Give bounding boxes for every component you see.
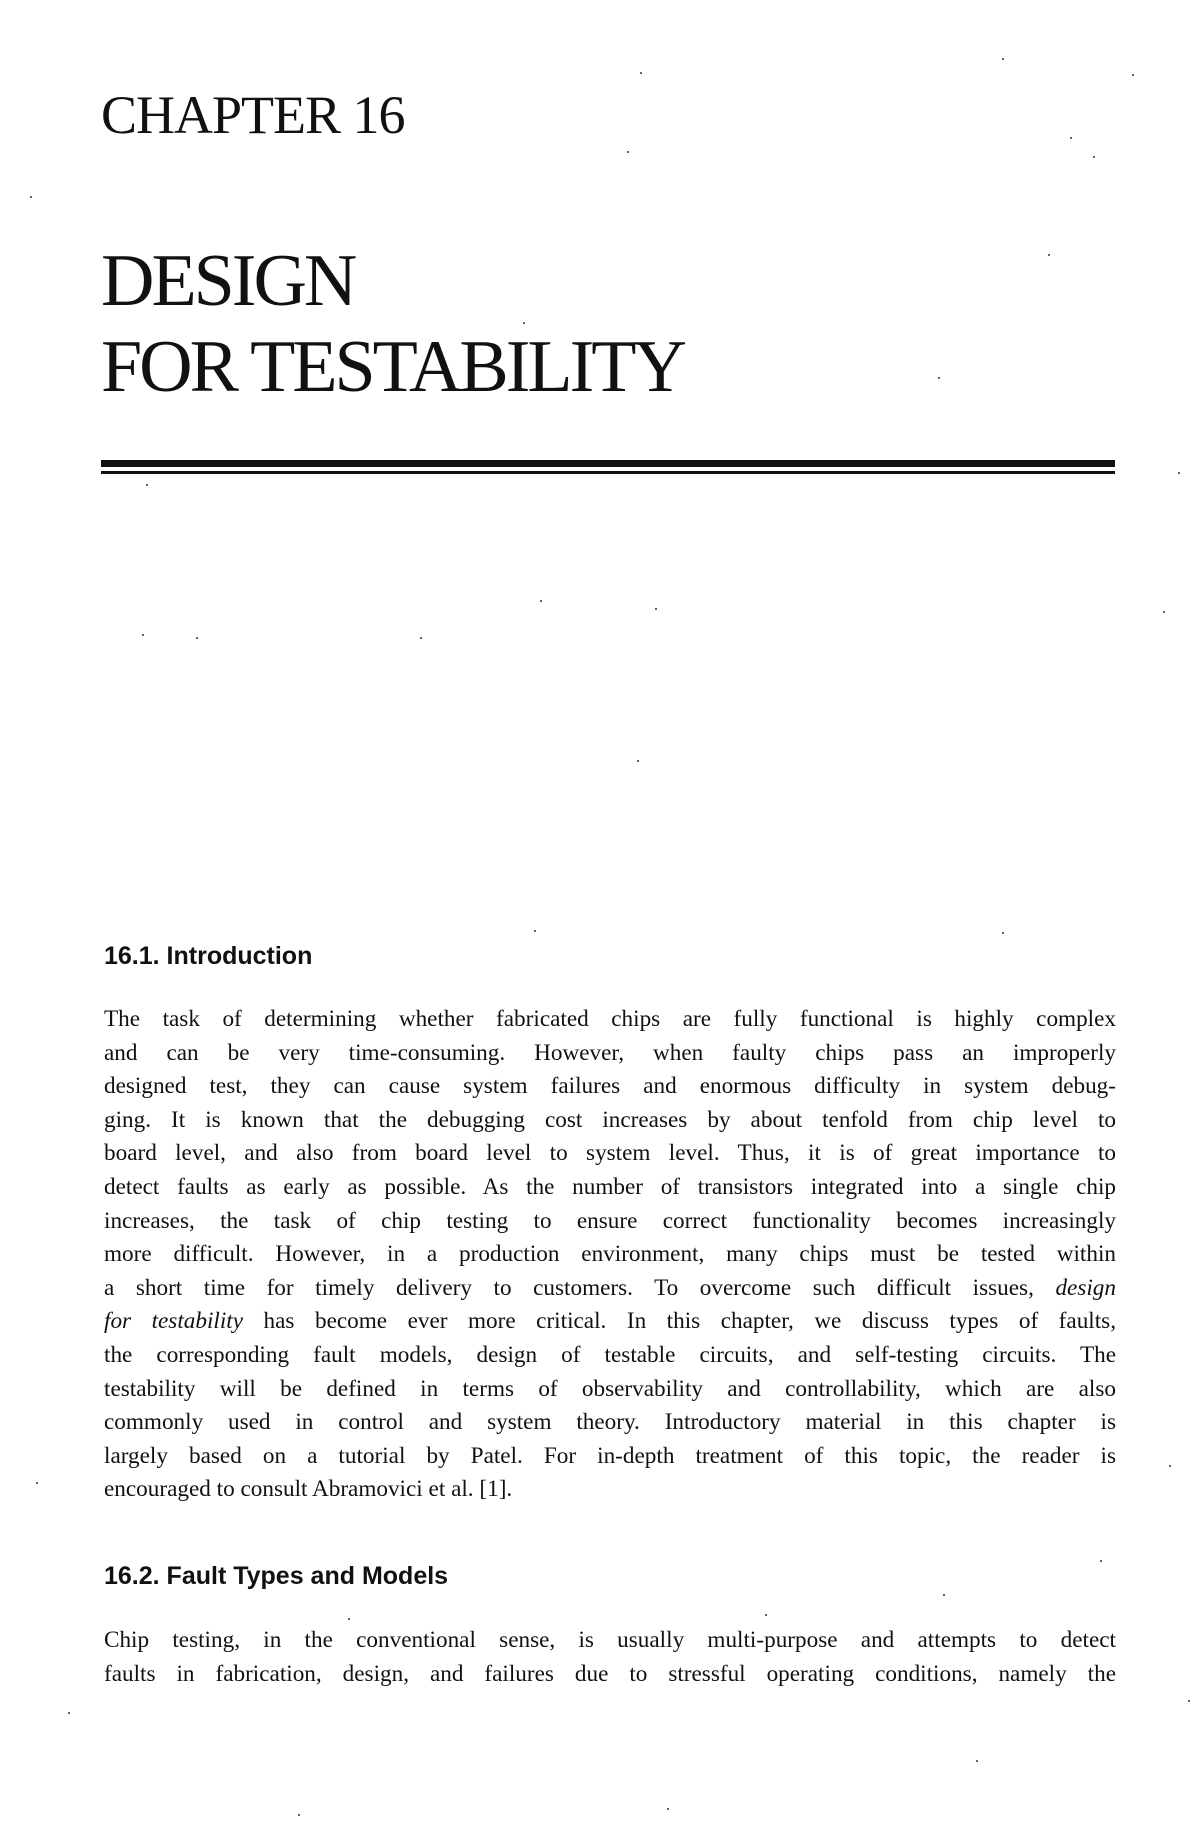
scan-speck (1070, 137, 1072, 139)
scan-speck (36, 1482, 38, 1484)
text-line: testability will be defined in terms of observability and controllability, which are also (104, 1375, 1116, 1402)
scan-speck (640, 72, 642, 74)
text-line: more difficult. However, in a production environment, many chips must be tested within (104, 1241, 1116, 1268)
emphasis-design: design (1055, 1274, 1116, 1301)
text-run: a short time for timely delivery to customers. To overcome such difficult issues, (104, 1274, 1056, 1301)
scan-speck (655, 608, 657, 610)
text-line: commonly used in control and system theory. Introductory material in this chapter is (104, 1409, 1116, 1436)
scan-speck (1048, 254, 1050, 256)
text-line (104, 1272, 1116, 1306)
scan-speck (523, 322, 525, 324)
scan-speck (534, 930, 536, 932)
scan-speck (765, 1614, 767, 1616)
fault-types-paragraph (104, 1624, 1116, 1691)
scan-speck (627, 151, 629, 153)
scan-speck (938, 377, 940, 379)
scan-speck (943, 1594, 945, 1596)
scan-speck (348, 1618, 350, 1620)
section-heading-introduction: 16.1. Introduction (104, 942, 313, 970)
scan-speck (196, 637, 198, 639)
scan-speck (1132, 74, 1134, 76)
text-line: faults in fabrication, design, and failures due to stressful operating conditions, namely the (104, 1660, 1116, 1687)
title-rule-thin (101, 471, 1115, 474)
scan-speck (1169, 1465, 1171, 1467)
text-line: The task of determining whether fabricated chips are fully functional is highly complex (104, 1006, 1116, 1032)
scan-speck (1178, 472, 1180, 474)
chapter-title-line-2: FOR TESTABILITY (101, 326, 684, 408)
scan-speck (1002, 932, 1004, 934)
title-rule-thick (101, 460, 1115, 467)
text-line (104, 1305, 1116, 1339)
scan-speck (1093, 156, 1095, 158)
text-line: increases, the task of chip testing to ensure correct functionality becomes increasingly (104, 1207, 1116, 1234)
text-line: board level, and also from board level to system level. Thus, it is of great importance to (104, 1140, 1116, 1167)
text-line: largely based on a tutorial by Patel. For in-depth treatment of this topic, the reader is (104, 1442, 1116, 1469)
emphasis-for-testability: for testability (104, 1308, 244, 1335)
scan-speck (637, 760, 639, 762)
scan-speck (142, 634, 144, 636)
scan-speck (1100, 1560, 1102, 1562)
chapter-title-line-1: DESIGN (101, 240, 355, 322)
scan-speck (146, 484, 148, 486)
scan-speck (540, 600, 542, 602)
chapter-label: CHAPTER 16 (101, 85, 405, 145)
text-line: ging. It is known that the debugging cost increases by about tenfold from chip level to (104, 1106, 1116, 1133)
text-line: designed test, they can cause system failures and enormous difficulty in system debug- (104, 1073, 1116, 1100)
introduction-paragraph (104, 1003, 1116, 1507)
scan-speck (1002, 58, 1004, 60)
scan-speck (68, 1712, 70, 1714)
scan-speck (298, 1814, 300, 1816)
scan-speck (1188, 1700, 1190, 1702)
text-line: and can be very time-consuming. However, when faulty chips pass an improperly (104, 1039, 1116, 1066)
text-line: the corresponding fault models, design of testable circuits, and self-testing circuits. The (104, 1341, 1116, 1368)
scan-speck (1163, 611, 1165, 613)
scan-speck (667, 1808, 669, 1810)
scan-speck (420, 637, 422, 639)
scan-speck (976, 1760, 978, 1762)
scan-speck (30, 196, 32, 198)
text-line: detect faults as early as possible. As the number of transistors integrated into a single chip (104, 1173, 1116, 1200)
text-line: encouraged to consult Abramovici et al. [1]. (104, 1476, 513, 1503)
text-line: Chip testing, in the conventional sense, is usually multi-purpose and attempts to detect (104, 1627, 1116, 1653)
chapter-title (101, 238, 684, 410)
section-heading-fault-types: 16.2. Fault Types and Models (104, 1562, 449, 1590)
text-run: has become ever more critical. In this chapter, we discuss types of faults, (243, 1308, 1116, 1335)
